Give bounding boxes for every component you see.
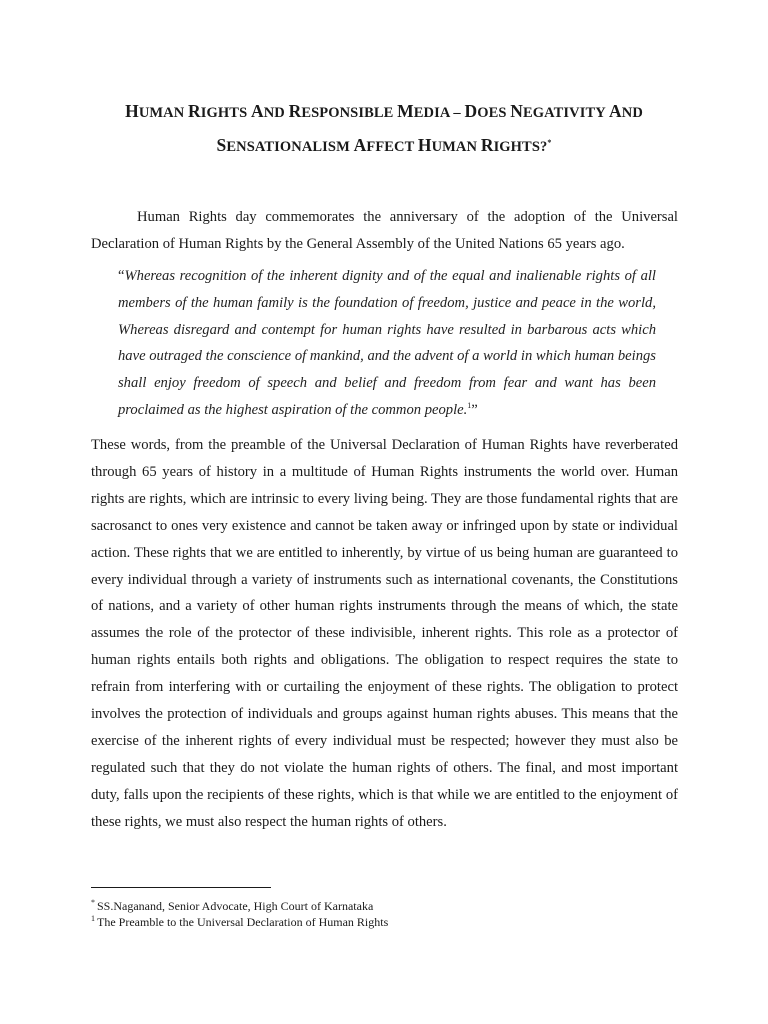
main-paragraph: These words, from the preamble of the Universal Declaration of Human Rights have reverberated through 65 years of history in a multitude of Human Rights instruments the world over. Human rights are rights, which are intrinsic to every living being. They are those fundamental rights that are sacrosanct to ones very existence and cannot be taken away or infringed upon by state or individual action. These rights that we are entitled to inherently, by virtue of us being human are guaranteed to every individual through a variety of instruments such as international covenants, the Constitutions of nations, and a variety of other human rights instruments through the means of which, the state assumes the role of the protector of these indivisible, inherent rights. This role as a protector of human rights entails both rights and obligations. The obligation to respect requires the state to refrain from interfering with or curtailing the enjoyment of these rights. The obligation to protect involves the protection of individuals and groups against human rights abuses. This means that the exercise of the inherent rights of every individual must be respected; however they must also be regulated such that they do not violate the human rights of others. The final, and most important duty, falls upon the recipients of these rights, which is that while we are entitled to the enjoyment of these rights, we must also respect the human rights of others. xyxy=(91,437,678,830)
title-word: NEGATIVITY xyxy=(510,101,609,121)
footnote-marker: 1 xyxy=(91,914,95,923)
quote-open-mark: “ xyxy=(118,268,125,284)
quote-text: Whereas recognition of the inherent dignity and of the equal and inalienable rights of all members of the human family is the foundation of freedom, justice and peace in the world, Whereas disregard and contempt for human rights have resulted in barbarous acts which have outraged the conscience of mankind, and the advent of a world in which human beings shall enjoy freedom of speech and belief and freedom from fear and want has been proclaimed as the highest aspiration of the common people. xyxy=(118,268,656,418)
title-word: SENSATIONALISM xyxy=(216,135,354,155)
title-word: RESPONSIBLE xyxy=(288,101,398,121)
preamble-quote xyxy=(118,263,656,424)
footnote-divider xyxy=(91,887,271,888)
title-word: HUMAN xyxy=(417,135,481,155)
title-word: MEDIA – xyxy=(397,101,465,121)
quote-close-mark: ” xyxy=(471,401,478,418)
document-title-line-2 xyxy=(90,135,678,156)
title-word: RIGHTS xyxy=(188,101,251,121)
footnote-text: SS.Naganand, Senior Advocate, High Court of Karnataka xyxy=(97,899,374,913)
title-word: DOES xyxy=(464,101,511,121)
footnote-text: The Preamble to the Universal Declaration of Human Rights xyxy=(97,915,389,929)
title-footnote-marker: * xyxy=(547,138,552,148)
footnote-source xyxy=(91,915,388,930)
footnote-marker: * xyxy=(91,898,95,907)
title-word: AFFECT xyxy=(353,135,418,155)
title-word: RIGHTS? xyxy=(480,135,548,155)
title-word: AND xyxy=(609,101,643,121)
footnote-author xyxy=(91,899,373,914)
document-title-line-1 xyxy=(90,101,678,122)
intro-paragraph: Human Rights day commemorates the anniversary of the adoption of the Universal Declaration of Human Rights by the General Assembly of the United Nations 65 years ago. xyxy=(91,209,678,252)
quote-footnote-ref: 1 xyxy=(467,401,472,411)
title-word: AND xyxy=(250,101,289,121)
title-word: HUMAN xyxy=(125,101,189,121)
